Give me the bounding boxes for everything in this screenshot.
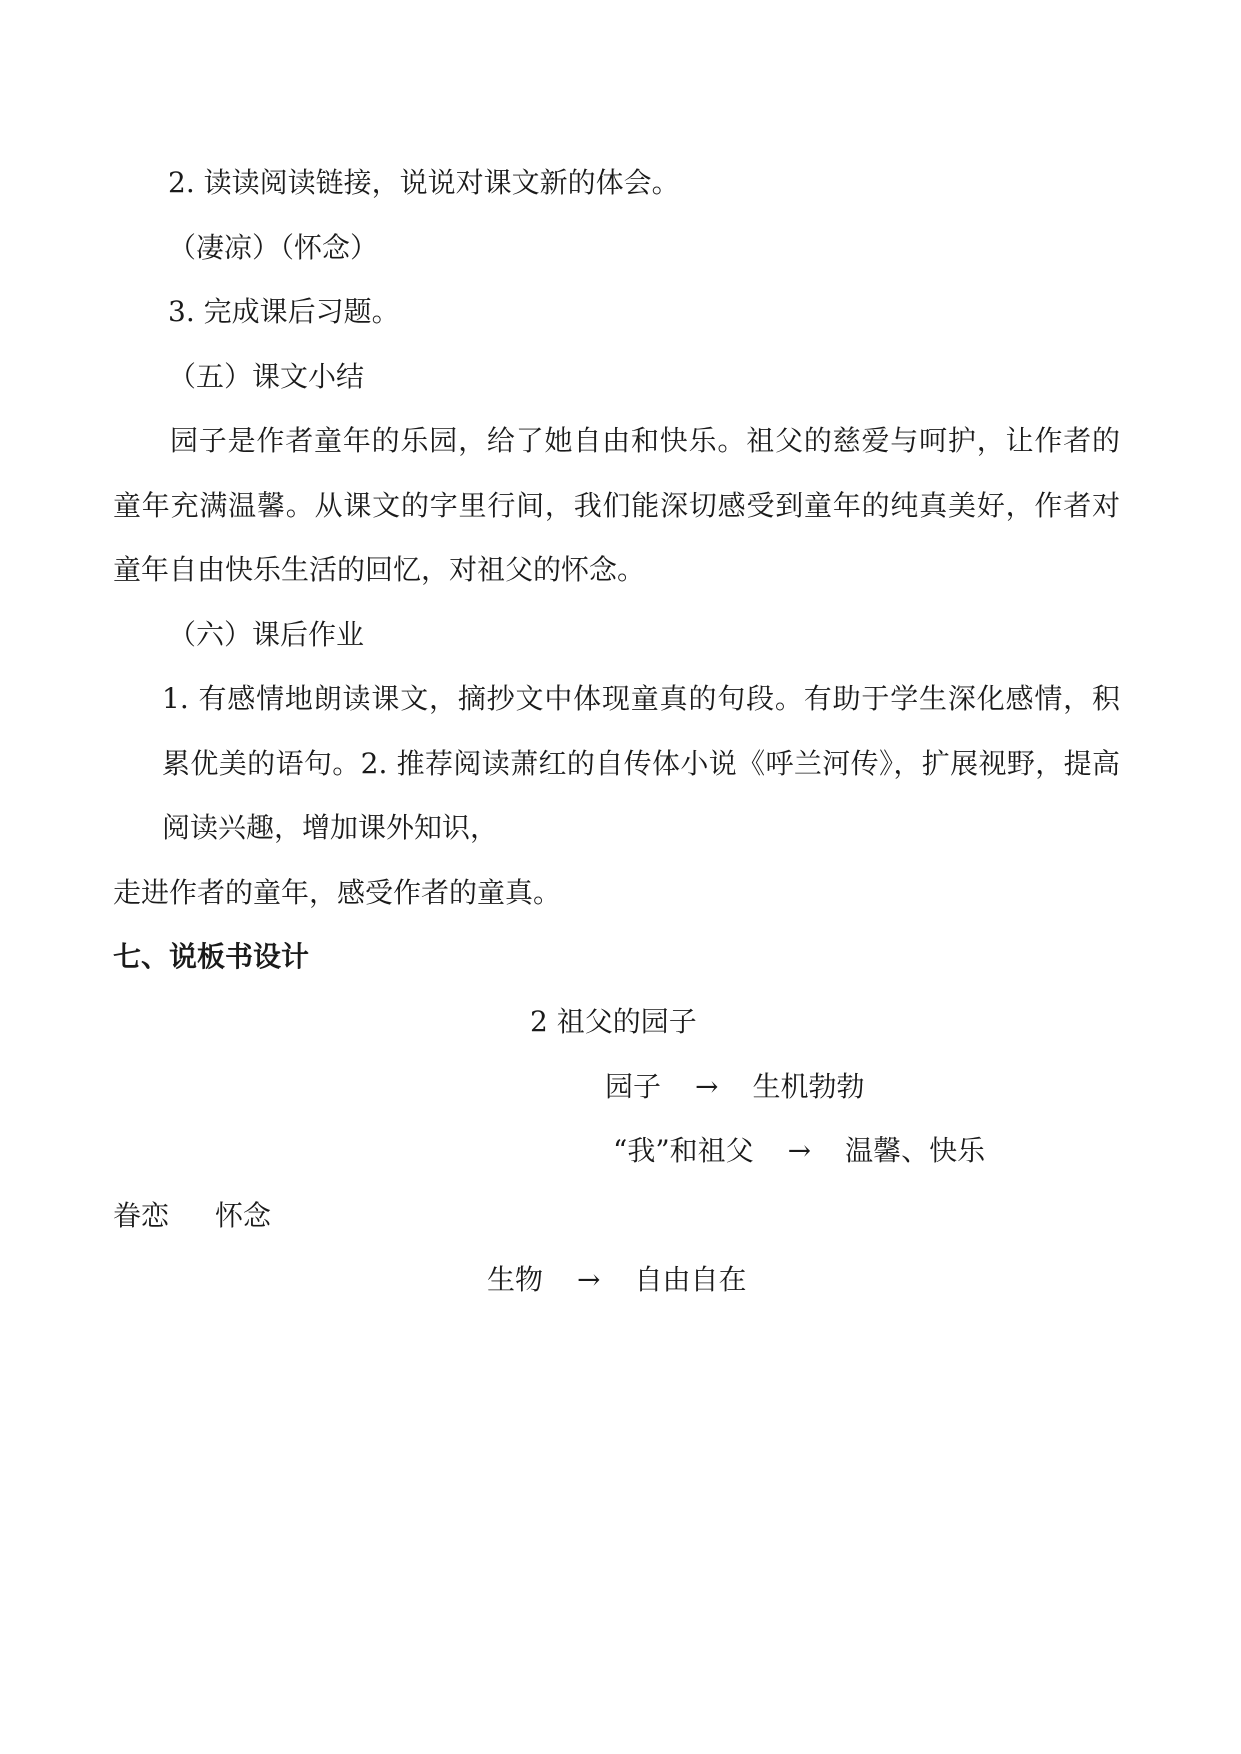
board-row-2-left: “我”和祖父 [613,1134,754,1167]
homework-line-2: 累优美的语句。2. 推荐阅读萧红的自传体小说《呼兰河传》，扩展视野，提高 [162,747,1120,780]
board-row-2 [613,1131,985,1171]
board-row-4-left: 生物 [487,1263,544,1296]
reading-item-2: 2. 读读阅读链接，说说对课文新的体会。 [168,166,680,199]
board-row-3-left: 眷恋 [113,1199,170,1232]
arrow-icon: → [577,1263,601,1296]
summary-heading: （五）课文小结 [168,360,365,393]
board-title: 2 祖父的园子 [530,1005,697,1038]
board-row-1-right: 生机勃勃 [752,1070,865,1103]
summary-line-3: 童年自由快乐生活的回忆，对祖父的怀念。 [113,553,646,586]
homework-line-4: 走进作者的童年，感受作者的童真。 [113,876,562,909]
homework-heading: （六）课后作业 [168,618,365,651]
board-row-3-right: 怀念 [215,1199,272,1232]
homework-line-3: 阅读兴趣，增加课外知识， [162,811,499,844]
board-row-3 [113,1196,271,1236]
reading-item-3: 3. 完成课后习题。 [168,295,400,328]
board-row-2-right: 温馨、快乐 [845,1134,986,1167]
board-row-1-left: 园子 [605,1070,662,1103]
board-row-4 [487,1260,747,1300]
board-heading: 七、说板书设计 [113,940,310,973]
reading-item-2-note: （凄凉）（怀念） [168,231,379,264]
summary-line-1: 园子是作者童年的乐园，给了她自由和快乐。祖父的慈爱与呵护，让作者的 [170,424,1120,457]
board-row-4-right: 自由自在 [634,1263,747,1296]
summary-line-2: 童年充满温馨。从课文的字里行间，我们能深切感受到童年的纯真美好，作者对 [113,489,1120,522]
board-row-1 [605,1067,865,1107]
homework-line-1: 1. 有感情地朗读课文，摘抄文中体现童真的句段。有助于学生深化感情，积 [162,682,1120,715]
arrow-icon: → [695,1070,719,1103]
arrow-icon: → [787,1134,812,1167]
